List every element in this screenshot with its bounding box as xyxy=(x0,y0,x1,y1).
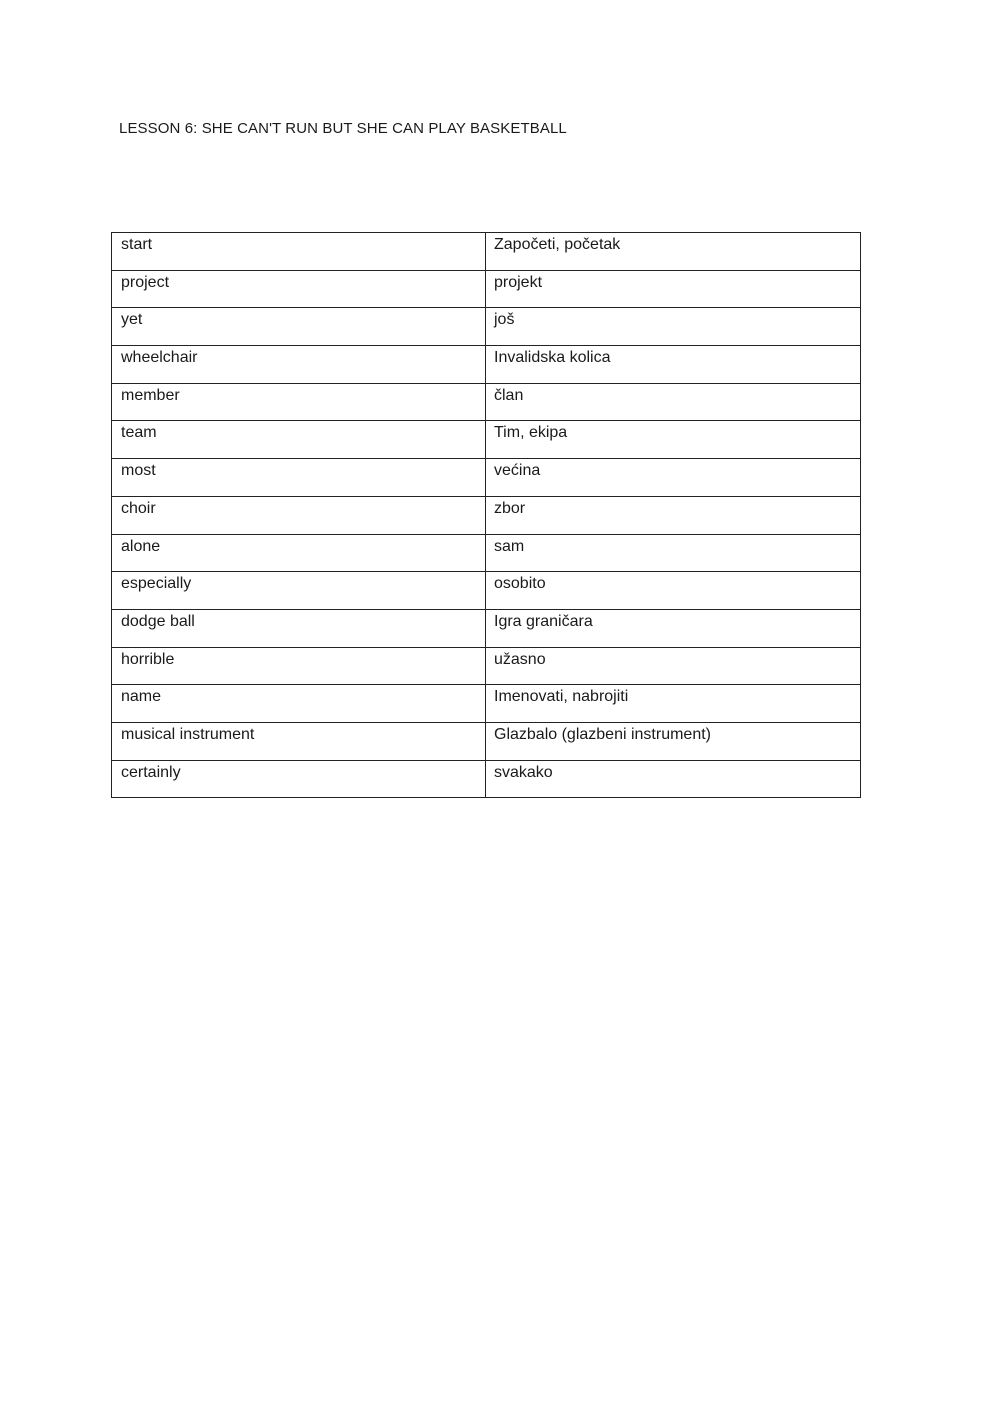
english-word-cell: start xyxy=(112,233,486,271)
croatian-translation-cell: Započeti, početak xyxy=(486,233,861,271)
croatian-translation-cell: Igra graničara xyxy=(486,609,861,647)
english-word-cell: choir xyxy=(112,496,486,534)
page-title: LESSON 6: SHE CAN'T RUN BUT SHE CAN PLAY BASKETBALL xyxy=(119,120,567,137)
table-row xyxy=(112,685,861,723)
table-row xyxy=(112,496,861,534)
english-word-cell: horrible xyxy=(112,647,486,685)
table-row xyxy=(112,760,861,798)
english-word-cell: most xyxy=(112,459,486,497)
table-row xyxy=(112,609,861,647)
english-word-cell: dodge ball xyxy=(112,609,486,647)
table-row xyxy=(112,459,861,497)
croatian-translation-cell: još xyxy=(486,308,861,346)
english-word-cell: team xyxy=(112,421,486,459)
table-row xyxy=(112,270,861,308)
croatian-translation-cell: osobito xyxy=(486,572,861,610)
english-word-cell: name xyxy=(112,685,486,723)
table-row xyxy=(112,346,861,384)
croatian-translation-cell: svakako xyxy=(486,760,861,798)
croatian-translation-cell: projekt xyxy=(486,270,861,308)
vocabulary-table xyxy=(111,232,861,798)
english-word-cell: member xyxy=(112,383,486,421)
table-row xyxy=(112,722,861,760)
croatian-translation-cell: većina xyxy=(486,459,861,497)
table-row xyxy=(112,308,861,346)
croatian-translation-cell: sam xyxy=(486,534,861,572)
english-word-cell: musical instrument xyxy=(112,722,486,760)
croatian-translation-cell: Invalidska kolica xyxy=(486,346,861,384)
croatian-translation-cell: Imenovati, nabrojiti xyxy=(486,685,861,723)
english-word-cell: alone xyxy=(112,534,486,572)
croatian-translation-cell: zbor xyxy=(486,496,861,534)
table-row xyxy=(112,534,861,572)
croatian-translation-cell: član xyxy=(486,383,861,421)
english-word-cell: certainly xyxy=(112,760,486,798)
table-row xyxy=(112,421,861,459)
table-row xyxy=(112,572,861,610)
table-row xyxy=(112,647,861,685)
croatian-translation-cell: užasno xyxy=(486,647,861,685)
english-word-cell: project xyxy=(112,270,486,308)
english-word-cell: yet xyxy=(112,308,486,346)
vocabulary-table-body xyxy=(112,233,861,798)
english-word-cell: wheelchair xyxy=(112,346,486,384)
croatian-translation-cell: Glazbalo (glazbeni instrument) xyxy=(486,722,861,760)
croatian-translation-cell: Tim, ekipa xyxy=(486,421,861,459)
table-row xyxy=(112,383,861,421)
english-word-cell: especially xyxy=(112,572,486,610)
table-row xyxy=(112,233,861,271)
